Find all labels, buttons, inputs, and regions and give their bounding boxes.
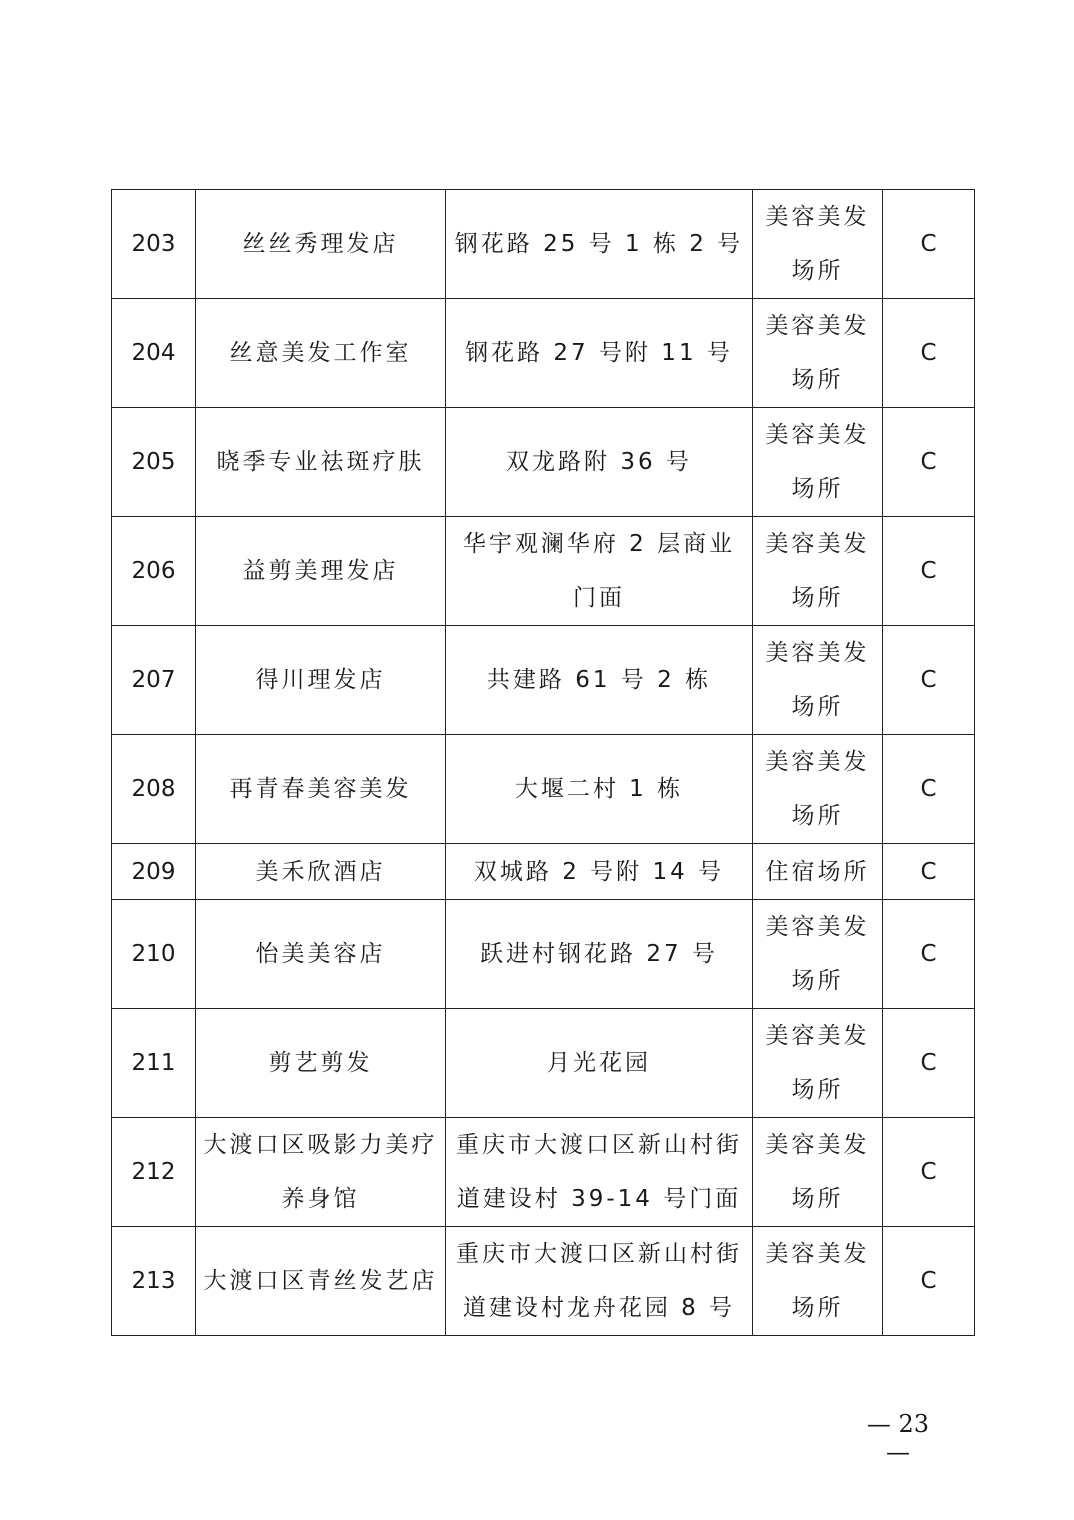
- row-number: 205: [112, 408, 196, 517]
- establishment-name: 丝意美发工作室: [196, 299, 446, 408]
- row-number: 213: [112, 1227, 196, 1336]
- page-number: — 23 —: [866, 1410, 930, 1466]
- row-number: 208: [112, 735, 196, 844]
- establishment-address: 双城路 2 号附 14 号: [446, 844, 753, 900]
- establishment-type: 美容美发场所: [753, 190, 883, 299]
- row-number: 203: [112, 190, 196, 299]
- row-number: 209: [112, 844, 196, 900]
- table-row: [112, 517, 975, 626]
- table-row: [112, 626, 975, 735]
- table-row: [112, 844, 975, 900]
- row-number: 212: [112, 1118, 196, 1227]
- establishment-type: 美容美发场所: [753, 1009, 883, 1118]
- establishment-type: 美容美发场所: [753, 626, 883, 735]
- establishment-grade: C: [883, 408, 975, 517]
- row-number: 206: [112, 517, 196, 626]
- establishment-grade: C: [883, 1118, 975, 1227]
- establishment-name: 丝丝秀理发店: [196, 190, 446, 299]
- establishment-grade: C: [883, 299, 975, 408]
- establishment-type: 美容美发场所: [753, 1227, 883, 1336]
- establishment-address: 双龙路附 36 号: [446, 408, 753, 517]
- establishment-grade: C: [883, 1009, 975, 1118]
- establishment-grade: C: [883, 626, 975, 735]
- establishment-address: 跃进村钢花路 27 号: [446, 900, 753, 1009]
- establishment-type: 美容美发场所: [753, 299, 883, 408]
- establishment-name: 大渡口区吸影力美疗养身馆: [196, 1118, 446, 1227]
- table-row: [112, 735, 975, 844]
- establishment-address: 钢花路 27 号附 11 号: [446, 299, 753, 408]
- establishment-name: 大渡口区青丝发艺店: [196, 1227, 446, 1336]
- establishment-address: 共建路 61 号 2 栋: [446, 626, 753, 735]
- row-number: 207: [112, 626, 196, 735]
- table-row: [112, 1009, 975, 1118]
- establishment-name: 剪艺剪发: [196, 1009, 446, 1118]
- establishment-name: 得川理发店: [196, 626, 446, 735]
- establishment-type: 美容美发场所: [753, 517, 883, 626]
- row-number: 210: [112, 900, 196, 1009]
- establishment-name: 晓季专业祛斑疗肤: [196, 408, 446, 517]
- establishment-address: 钢花路 25 号 1 栋 2 号: [446, 190, 753, 299]
- table-row: [112, 1118, 975, 1227]
- establishment-type: 美容美发场所: [753, 735, 883, 844]
- establishment-type: 美容美发场所: [753, 900, 883, 1009]
- establishment-type: 住宿场所: [753, 844, 883, 900]
- row-number: 211: [112, 1009, 196, 1118]
- establishment-address: 华宇观澜华府 2 层商业门面: [446, 517, 753, 626]
- establishment-table: [111, 189, 975, 1336]
- row-number: 204: [112, 299, 196, 408]
- establishment-address: 大堰二村 1 栋: [446, 735, 753, 844]
- establishment-grade: C: [883, 190, 975, 299]
- establishment-name: 益剪美理发店: [196, 517, 446, 626]
- table-row: [112, 299, 975, 408]
- establishment-grade: C: [883, 900, 975, 1009]
- establishment-address: 重庆市大渡口区新山村街道建设村 39-14 号门面: [446, 1118, 753, 1227]
- establishment-type: 美容美发场所: [753, 1118, 883, 1227]
- establishment-grade: C: [883, 844, 975, 900]
- table-row: [112, 900, 975, 1009]
- establishment-name: 再青春美容美发: [196, 735, 446, 844]
- table-row: [112, 1227, 975, 1336]
- establishment-type: 美容美发场所: [753, 408, 883, 517]
- table-row: [112, 190, 975, 299]
- table-row: [112, 408, 975, 517]
- establishment-address: 重庆市大渡口区新山村街道建设村龙舟花园 8 号: [446, 1227, 753, 1336]
- establishment-grade: C: [883, 735, 975, 844]
- establishment-name: 怡美美容店: [196, 900, 446, 1009]
- establishment-name: 美禾欣酒店: [196, 844, 446, 900]
- establishment-grade: C: [883, 1227, 975, 1336]
- establishment-grade: C: [883, 517, 975, 626]
- establishment-address: 月光花园: [446, 1009, 753, 1118]
